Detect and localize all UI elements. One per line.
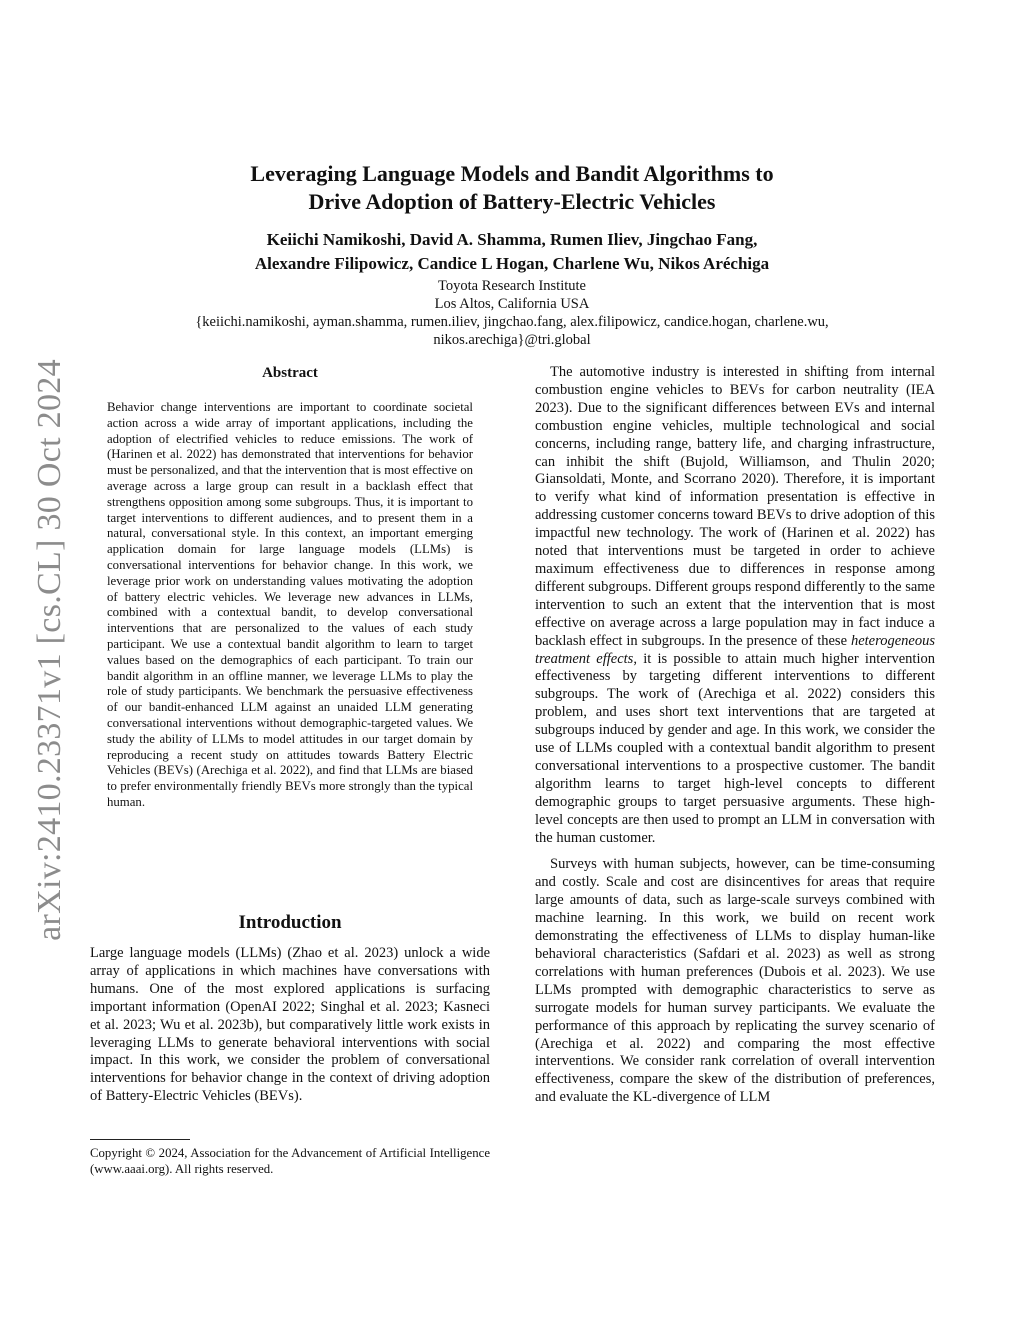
right-column-paragraph-2: Surveys with human subjects, however, can be time-consuming and costly. Scale and cost are disincentives for areas that require large amounts of data, such as large-scale surveys combined with machine learning. In this work, we build on recent work demonstrating the effectiveness of LLMs to display human-like behavioral characteristics (Safdari et al. 2023) as well as strong correlations with human preferences (Dubois et al. 2023). We use LLMs prompted with demographic characteristics to serve as surrogate models for human survey participants. We evaluate the performance of this approach by replicating the survey scenario of (Arechiga et al. 2022) and comparing the most effective interventions. We consider rank correlation of overall intervention effectiveness, compare the skew of the distribution of preferences, and evaluate the KL-divergence of LLM (535, 856, 935, 1106)
affiliation-block (0, 277, 1024, 349)
introduction-body (90, 945, 490, 1106)
author-line-1: Keiichi Namikoshi, David A. Shamma, Rumen Iliev, Jingchao Fang, (266, 230, 758, 249)
paragraph-text-segment: , it is possible to attain much higher intervention effectiveness by targeting different interventions to different subgroups. The work of (Arechiga et al. 2022) considers this problem, and uses short text interventions that are targeted at subgroups induced by gender and age. In this work, we consider the use of LLMs coupled with a contextual bandit algorithm to present conversational interventions to a prospective customer. The bandit algorithm learns to target high-level concepts to different demographic groups to target persuasive arguments. These high-level concepts are then used to prompt an LLM in conversation with the human customer. (535, 650, 935, 846)
affiliation-organization: Toyota Research Institute (438, 278, 586, 294)
paper-title-line-1: Leveraging Language Models and Bandit Algorithms to (250, 161, 774, 186)
affiliation-location: Los Altos, California USA (434, 296, 590, 312)
arxiv-identifier-stamp: arXiv:2410.23371v1 [cs.CL] 30 Oct 2024 (31, 359, 68, 941)
abstract-heading: Abstract (262, 365, 318, 381)
right-column-body (535, 364, 935, 1107)
paragraph-text-segment: The automotive industry is interested in shifting from internal combustion engine vehicles to BEVs for carbon neutrality (IEA 2023). Due to the significant differences between EVs and internal combustion engine vehicles, multiple technological and social concerns, including range, battery life, and charging infrastructure, can inhibit the shift (Bujold, Williamson, and Thulin 2020; Giansoldati, Monte, and Scorrano 2020). Therefore, it is important to verify what kind of information presentation is effective in addressing customer concerns toward BEVs to drive adoption of this impactful new technology. The work of (Harinen et al. 2022) has noted that interventions must be targeted in order to achieve maximum effectiveness due to differences in response among different subgroups. Different groups respond differently to the same intervention to such an extent that the intervention that is most effective on average across a large population may in fact induce a backlash effect in subgroups. In the presence of these (535, 364, 935, 649)
introduction-heading: Introduction (238, 912, 342, 933)
emphasized-term: heterogeneous treatment effects (535, 632, 935, 667)
introduction-paragraph-1: Large language models (LLMs) (Zhao et al. 2023) unlock a wide array of applications in which machines have conversations with humans. One of the most explored applications is surfacing important information (OpenAI 2022; Singhal et al. 2023; Kasneci et al. 2023; Wu et al. 2023b), but comparatively little work exists in leveraging LLMs to generate behavioral interventions with social impact. In this work, we consider the problem of conversational interventions for behavior change in the context of driving adoption of Battery-Electric Vehicles (BEVs). (90, 945, 490, 1105)
author-list (0, 228, 1024, 276)
copyright-footnote: Copyright © 2024, Association for the Advancement of Artificial Intelligence (www.aaai.org). All rights reserved. (90, 1146, 490, 1176)
footnote-divider (90, 1139, 190, 1140)
paper-title-line-2: Drive Adoption of Battery-Electric Vehicles (308, 189, 716, 214)
author-emails-line-1: {keiichi.namikoshi, ayman.shamma, rumen.iliev, jingchao.fang, alex.filipowicz, candice.hogan, charlene.wu, (195, 314, 829, 330)
abstract-text: Behavior change interventions are important to coordinate societal action across a wide array of important applications, including the adoption of electrified vehicles to reduce emissions. The work of (Harinen et al. 2022) has demonstrated that interventions for behavior must be personalized, and that the intervention that is most effective on average across a large group can result in a backlash effect that strengthens opposition among some subgroups. Thus, it is important to target interventions to different audiences, and to present them in a natural, conversational style. In this context, an important emerging application domain for large language models (LLMs) is conversational interventions for behavior change. In this work, we leverage prior work on understanding values motivating the adoption of battery electric vehicles. We leverage new advances in LLMs, combined with a contextual bandit, to develop conversational interventions that are personalized to the values of each study participant. We use a contextual bandit algorithm to learn to target values based on the demographics of each participant. To train our bandit algorithm in an offline manner, we leverage LLMs to play the role of study participants. We benchmark the persuasive effectiveness of our bandit-enhanced LLM against an unaided LLM generating conversational interventions without demographic-targeted values. We study the ability of LLMs to model attitudes in our target domain by reproducing a recent study on attitudes towards Battery Electric Vehicles (BEVs) (Arechiga et al. 2022), and find that LLMs are biased to prefer environmentally friendly BEVs more strongly than the typical human. (107, 400, 473, 809)
right-column-paragraph-1 (535, 364, 935, 847)
author-line-2: Alexandre Filipowicz, Candice L Hogan, Charlene Wu, Nikos Aréchiga (254, 254, 770, 273)
author-emails-line-2: nikos.arechiga}@tri.global (433, 332, 591, 348)
paper-title (0, 160, 1024, 216)
